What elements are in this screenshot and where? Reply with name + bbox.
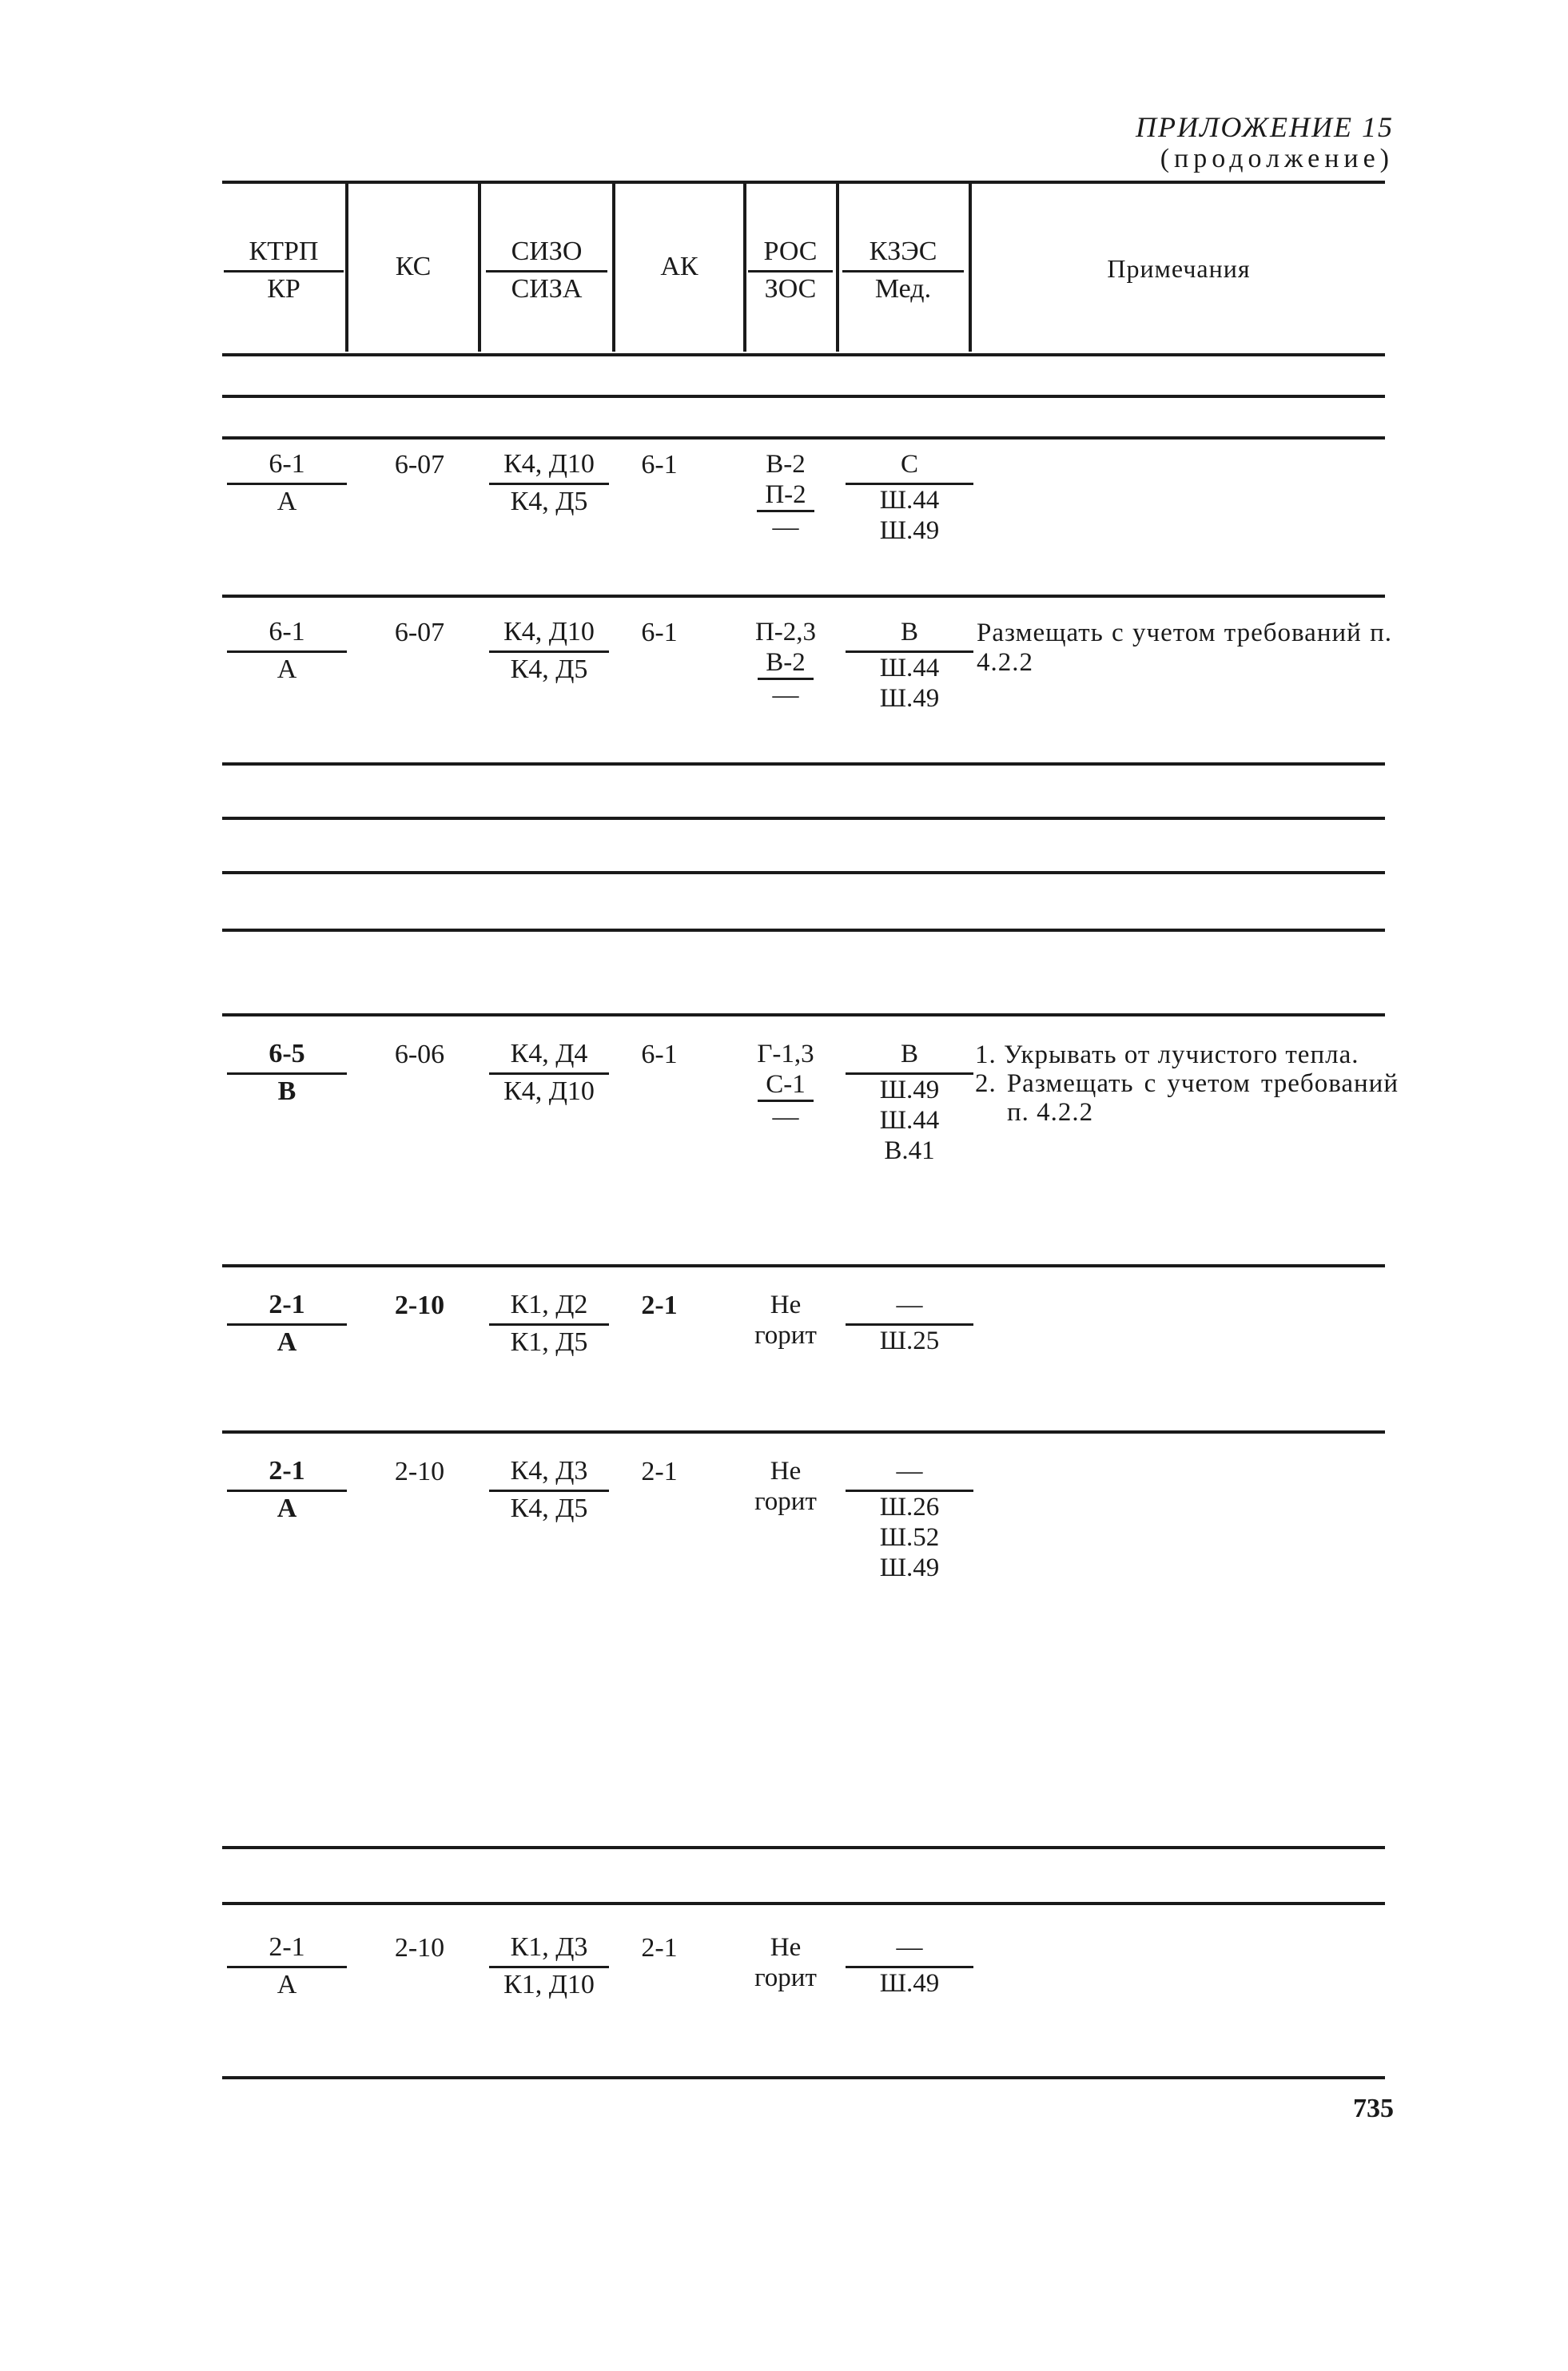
- cell-med: Ш.25: [879, 1327, 940, 1355]
- cell-siza: К1, Д5: [510, 1327, 588, 1357]
- header-ktrp: КТРП: [224, 237, 344, 273]
- cell-kr: В: [277, 1076, 296, 1106]
- cell-ros-zos: [742, 449, 830, 543]
- header-siza: СИЗА: [511, 274, 583, 304]
- row-rule: [222, 929, 1385, 932]
- cell-med: Ш.44: [879, 654, 940, 682]
- cell-kzes-med: [846, 1932, 973, 1999]
- cell-med: Ш.44: [879, 486, 940, 515]
- cell-kr: А: [277, 1494, 297, 1523]
- cell-kzes: —: [846, 1290, 973, 1326]
- header-ktrp-kr: [224, 237, 344, 304]
- column-divider: [612, 184, 615, 352]
- row-rule: [222, 1264, 1385, 1267]
- cell-ks: 6-06: [394, 1040, 445, 1069]
- cell-sizo-siza: [489, 1932, 609, 2000]
- cell-ks: 2-10: [394, 1291, 445, 1320]
- header-notes: Примечания: [1107, 254, 1251, 283]
- cell-med: Ш.49: [879, 1076, 940, 1104]
- cell-med: Ш.49: [879, 516, 940, 545]
- cell-ktrp-kr: [227, 1039, 347, 1107]
- cell-ks: 6-07: [394, 618, 445, 647]
- cell-siza: К4, Д5: [510, 654, 588, 684]
- note-item: 2. Размещать с учетом требований п. 4.2.2: [975, 1069, 1399, 1127]
- row-rule: [222, 595, 1385, 598]
- cell-kzes-med: [846, 449, 973, 546]
- cell-ktrp-kr: [227, 1290, 347, 1358]
- cell-kr: А: [277, 1327, 297, 1357]
- cell-ktrp-kr: [227, 617, 347, 685]
- column-divider: [969, 184, 972, 352]
- cell-ros: В-2: [766, 450, 806, 479]
- row-rule: [222, 2076, 1385, 2079]
- note-item: 1. Укрывать от лучистого тепла.: [975, 1040, 1359, 1069]
- cell-siza: К4, Д5: [510, 487, 588, 516]
- cell-zos: В-2: [758, 647, 814, 680]
- row-rule: [222, 1846, 1385, 1849]
- cell-ktrp: 2-1: [227, 1456, 347, 1492]
- cell-med: Ш.49: [879, 684, 940, 713]
- row-rule: [222, 817, 1385, 820]
- cell-ktrp: 6-5: [227, 1039, 347, 1075]
- cell-ktrp: 2-1: [227, 1290, 347, 1326]
- cell-kzes: С: [846, 449, 973, 485]
- cell-sizo: К4, Д3: [489, 1456, 609, 1492]
- cell-ak: 6-1: [641, 1040, 678, 1069]
- header-kzes-med: [842, 237, 964, 304]
- cell-notes: Размещать с учетом требований п. 4.2.2: [977, 619, 1392, 677]
- cell-med: Ш.49: [879, 1969, 940, 1998]
- cell-ros: Не: [770, 1291, 802, 1319]
- header-med: Мед.: [874, 274, 932, 304]
- cell-med: В.41: [884, 1136, 935, 1165]
- cell-sizo-siza: [489, 617, 609, 685]
- cell-med: Ш.44: [879, 1106, 940, 1135]
- page-number: 735: [1353, 2094, 1394, 2123]
- cell-ak: 6-1: [641, 450, 678, 479]
- cell-kr: А: [277, 1970, 297, 1999]
- cell-zos: горит: [754, 1487, 817, 1516]
- cell-ak: 2-1: [641, 1291, 678, 1320]
- cell-ktrp: 6-1: [227, 617, 347, 653]
- cell-siza: К4, Д10: [503, 1076, 595, 1106]
- cell-ros-dash: —: [772, 1103, 799, 1132]
- cell-med: Ш.26: [879, 1493, 940, 1522]
- appendix-title: ПРИЛОЖЕНИЕ 15: [1136, 111, 1394, 143]
- header-sizo-siza: [486, 237, 607, 304]
- header-kr: КР: [267, 274, 300, 304]
- cell-ros: Не: [770, 1457, 802, 1486]
- cell-ros-dash: —: [772, 681, 799, 710]
- cell-ros-zos: [742, 1290, 830, 1351]
- row-rule: [222, 436, 1385, 440]
- cell-sizo: К1, Д2: [489, 1290, 609, 1326]
- column-divider: [478, 184, 481, 352]
- cell-kzes-med: [846, 1456, 973, 1583]
- cell-kzes: —: [846, 1932, 973, 1968]
- cell-zos: С-1: [758, 1069, 814, 1102]
- cell-kzes-med: [846, 617, 973, 714]
- cell-kzes-med: [846, 1039, 973, 1166]
- cell-siza: К1, Д10: [503, 1970, 595, 1999]
- cell-ktrp-kr: [227, 1932, 347, 2000]
- row-rule: [222, 1430, 1385, 1434]
- header-sizo: СИЗО: [486, 237, 607, 273]
- cell-ros-zos: [742, 1932, 830, 1993]
- cell-sizo-siza: [489, 449, 609, 517]
- cell-kr: А: [277, 654, 297, 684]
- cell-kzes-med: [846, 1290, 973, 1356]
- cell-sizo: К1, Д3: [489, 1932, 609, 1968]
- cell-med: Ш.49: [879, 1553, 940, 1582]
- cell-ros-zos: [742, 1039, 830, 1132]
- cell-sizo-siza: [489, 1039, 609, 1107]
- row-rule: [222, 1013, 1385, 1016]
- cell-med: Ш.52: [879, 1523, 940, 1552]
- cell-ros-zos: [742, 1456, 830, 1517]
- header-ak: АК: [660, 252, 698, 281]
- row-rule: [222, 1902, 1385, 1905]
- cell-ros-dash: —: [772, 513, 799, 542]
- cell-ktrp-kr: [227, 449, 347, 517]
- table-head-rule: [222, 353, 1385, 356]
- cell-zos: горит: [754, 1963, 817, 1992]
- cell-ak: 2-1: [641, 1933, 678, 1963]
- cell-ks: 2-10: [394, 1933, 445, 1963]
- cell-siza: К4, Д5: [510, 1494, 588, 1523]
- cell-zos: П-2: [757, 479, 814, 512]
- column-divider: [345, 184, 348, 352]
- cell-ros-zos: [742, 617, 830, 710]
- row-rule: [222, 871, 1385, 874]
- column-divider: [836, 184, 839, 352]
- appendix-subtitle: (продолжение): [1160, 144, 1394, 173]
- cell-sizo-siza: [489, 1456, 609, 1524]
- column-divider: [743, 184, 746, 352]
- row-rule: [222, 762, 1385, 766]
- cell-ks: 6-07: [394, 450, 445, 479]
- header-ros: РОС: [748, 237, 833, 273]
- cell-ktrp-kr: [227, 1456, 347, 1524]
- cell-ks: 2-10: [394, 1457, 445, 1486]
- cell-sizo: К4, Д10: [489, 449, 609, 485]
- cell-kzes: В: [846, 1039, 973, 1075]
- header-ks: КС: [395, 252, 432, 281]
- cell-kr: А: [277, 487, 297, 516]
- header-zos: ЗОС: [764, 274, 817, 304]
- cell-notes: [975, 1040, 1399, 1127]
- cell-kzes: —: [846, 1456, 973, 1492]
- cell-ktrp: 2-1: [227, 1932, 347, 1968]
- cell-ak: 2-1: [641, 1457, 678, 1486]
- cell-ak: 6-1: [641, 618, 678, 647]
- header-kzes: КЗЭС: [842, 237, 964, 273]
- cell-ktrp: 6-1: [227, 449, 347, 485]
- cell-kzes: В: [846, 617, 973, 653]
- cell-sizo: К4, Д4: [489, 1039, 609, 1075]
- cell-ros: П-2,3: [754, 618, 817, 646]
- cell-sizo-siza: [489, 1290, 609, 1358]
- header-ros-zos: [748, 237, 833, 304]
- cell-ros: Не: [770, 1933, 802, 1962]
- cell-ros: Г-1,3: [757, 1040, 814, 1068]
- table-top-rule: [222, 181, 1385, 184]
- cell-sizo: К4, Д10: [489, 617, 609, 653]
- cell-zos: горит: [754, 1321, 817, 1350]
- row-rule: [222, 395, 1385, 398]
